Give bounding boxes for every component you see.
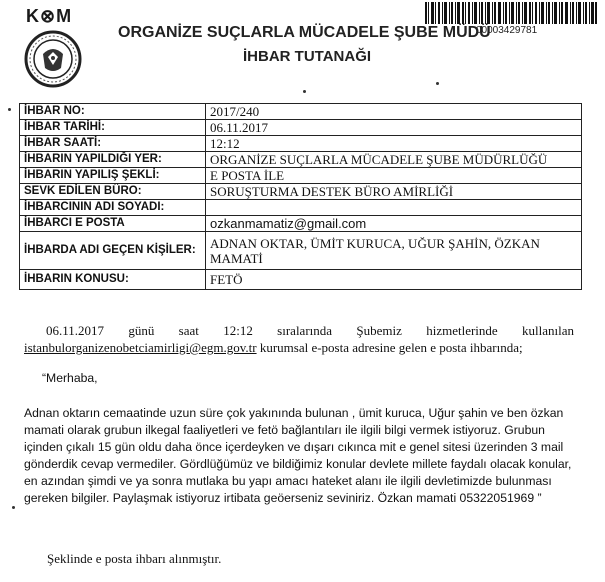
barcode-number: 00003429781 — [476, 25, 538, 36]
report-subject-value: FETÖ — [206, 270, 582, 290]
barcode-icon — [425, 2, 597, 24]
kom-logo: K⊗M — [26, 6, 73, 26]
field-label: İHBARIN KONUSU: — [20, 270, 206, 290]
informant-email-value: ozkanmamatiz@gmail.com — [206, 216, 582, 232]
document-subtitle: İHBAR TUTANAĞI — [243, 48, 372, 65]
table-row — [20, 200, 582, 216]
greeting: “Merhaba, — [42, 371, 98, 385]
scan-speck — [8, 108, 11, 111]
quoted-email — [24, 370, 584, 507]
table-row — [20, 232, 582, 270]
closing-sentence: Şeklinde e posta ihbarı alınmıştır. — [47, 551, 222, 566]
table-row — [20, 168, 582, 184]
police-seal-icon — [24, 30, 82, 88]
field-label: İHBARCI E POSTA — [20, 216, 206, 232]
table-row — [20, 104, 582, 120]
field-label: İHBARIN YAPILDIĞI YER: — [20, 152, 206, 168]
field-label: İHBARDA ADI GEÇEN KİŞİLER: — [20, 232, 206, 270]
scan-speck — [12, 506, 15, 509]
table-row — [20, 120, 582, 136]
report-info-table — [19, 103, 582, 290]
table-row — [20, 152, 582, 168]
document-title: ORGANİZE SUÇLARLA MÜCADELE ŞUBE MÜDÜ — [118, 24, 491, 41]
field-label: İHBAR SAATİ: — [20, 136, 206, 152]
field-label: İHBARCININ ADI SOYADI: — [20, 200, 206, 216]
field-label: SEVK EDİLEN BÜRO: — [20, 184, 206, 200]
table-row — [20, 270, 582, 290]
scan-speck — [303, 90, 306, 93]
report-number-value: 2017/240 — [206, 104, 582, 120]
institutional-email: istanbulorganizenobetciamirligi@egm.gov.tr — [24, 340, 257, 355]
referred-office-value: SORUŞTURMA DESTEK BÜRO AMİRLİĞİ — [206, 184, 582, 200]
field-label: İHBARIN YAPILIŞ ŞEKLİ: — [20, 168, 206, 184]
report-time-value: 12:12 — [206, 136, 582, 152]
intro-text-start: 06.11.2017 günü saat 12:12 sıralarında Şubemiz hizmetlerinde kullanılan — [46, 323, 574, 338]
quoted-email-body: Adnan oktarın cemaatinde uzun süre çok yakınında bulunan , ümit kuruca, Uğur şahin ve ben özkan mamati olarak grubun ilkegal faaliyetleri ve fetö bağlantıları ile ilgili bilgi vermek istiyoruz. Grubun içinden çıkalı 15 gün oldu daha önce içerdeyken ve dışarı cıkınca mit e genel sitesi üzerinden 3 mail gönderdik cevap vermediler. Gördlüğümüz ve bildiğimiz konular devlete millete faydalı olacak konular, en azından şimdi ve ya sonra mutlaka bu yapı amacı hateket alanı ile ilgili devletimizde bulunması gereken bilgiler. Paylaşmak istiyoruz irtibata geöerseniz seviniriz. Özkan mamati 05322051969 ” — [24, 406, 572, 505]
table-row — [20, 216, 582, 232]
report-place-value: ORGANİZE SUÇLARLA MÜCADELE ŞUBE MÜDÜRLÜĞÜ — [206, 152, 582, 168]
report-date-value: 06.11.2017 — [206, 120, 582, 136]
report-method-value: E POSTA İLE — [206, 168, 582, 184]
named-persons-value: ADNAN OKTAR, ÜMİT KURUCA, UĞUR ŞAHİN, ÖZKAN MAMATİ — [206, 232, 582, 270]
scan-speck — [436, 82, 439, 85]
intro-paragraph — [24, 322, 574, 356]
field-label: İHBAR NO: — [20, 104, 206, 120]
table-row — [20, 184, 582, 200]
table-row — [20, 136, 582, 152]
intro-text-end: kurumsal e-posta adresine gelen e posta ihbarında; — [256, 340, 523, 355]
field-label: İHBAR TARİHİ: — [20, 120, 206, 136]
informant-name-value — [206, 200, 582, 216]
